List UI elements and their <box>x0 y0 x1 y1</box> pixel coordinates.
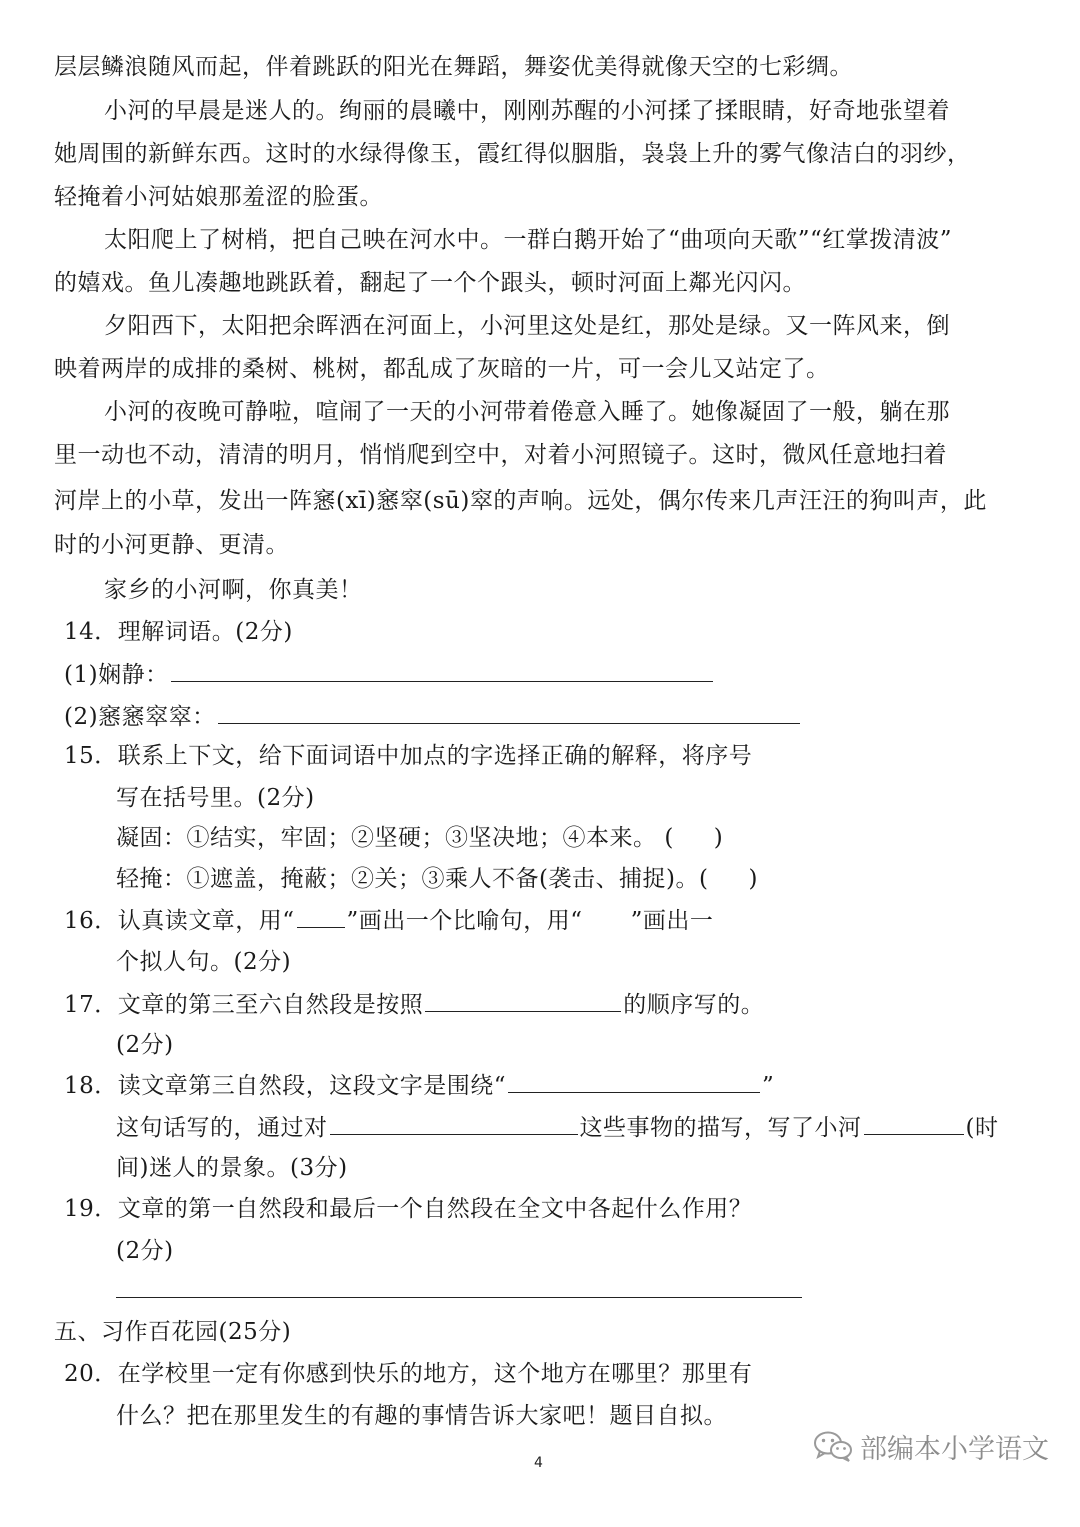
question-17-line: (2分) <box>116 1032 174 1058</box>
question-17-text-b: 的顺序写的。 <box>623 992 765 1018</box>
page-number: 4 <box>534 1455 543 1471</box>
question-15-line: 15．联系上下文，给下面词语中加点的字选择正确的解释，将序号 <box>64 743 753 769</box>
question-18-text-c: 这句话写的，通过对 <box>116 1115 328 1141</box>
question-16-text-c: ”画出一 <box>630 908 714 934</box>
passage-line: 小河的夜晚可静啦，喧闹了一天的小河带着倦意入睡了。她像凝固了一般，躺在那 <box>104 399 950 425</box>
passage-line: 轻掩着小河姑娘那羞涩的脸蛋。 <box>54 184 383 210</box>
passage-line: 河岸上的小草，发出一阵窸(xī)窸窣(sū)窣的声响。远处，偶尔传来几声汪汪的狗叫声，此 <box>54 488 987 514</box>
passage-line: 层层鳞浪随风而起，伴着跳跃的阳光在舞蹈，舞姿优美得就像天空的七彩绸。 <box>54 54 853 80</box>
passage-line: 时的小河更静、更清。 <box>54 532 289 558</box>
answer-blank[interactable] <box>425 989 621 1012</box>
answer-blank[interactable] <box>330 1112 578 1135</box>
answer-blank[interactable] <box>864 1112 964 1135</box>
question-17-line <box>64 989 764 1020</box>
question-18-text-e: (时 <box>965 1115 999 1141</box>
answer-line[interactable] <box>116 1297 802 1298</box>
watermark-text: 部编本小学语文 <box>860 1433 1049 1465</box>
option-text: 凝固：①结实，牢固；②坚硬；③坚决地；④本来。 <box>116 825 657 851</box>
passage-line: 映着两岸的成排的桑树、桃树，都乱成了灰暗的一片，可一会儿又站定了。 <box>54 356 830 382</box>
passage-line: 的嬉戏。鱼儿凑趣地跳跃着，翻起了一个个跟头，顿时河面上鄰光闪闪。 <box>54 270 806 296</box>
question-17-text-a: 17．文章的第三至六自然段是按照 <box>64 992 424 1018</box>
question-18-line <box>116 1112 998 1143</box>
question-14-title: 14．理解词语。(2分) <box>64 619 293 645</box>
answer-paren[interactable]: ( ) <box>698 866 758 892</box>
question-16-line <box>64 905 713 936</box>
question-14-1 <box>64 659 715 690</box>
question-18-line: 间)迷人的景象。(3分) <box>116 1155 348 1181</box>
question-14-2-label: (2)窸窸窣窣： <box>64 704 216 730</box>
option-text: 轻掩：①遮盖，掩蔽；②关；③乘人不备(袭击、捕捉)。 <box>116 866 699 892</box>
question-20-line: 20．在学校里一定有你感到快乐的地方，这个地方在哪里？那里有 <box>64 1361 753 1387</box>
question-16-line: 个拟人句。(2分) <box>116 949 292 975</box>
passage-line: 里一动也不动，清清的明月，悄悄爬到空中，对着小河照镜子。这时，微风任意地扫着 <box>54 442 947 468</box>
question-16-text-a: 16．认真读文章，用“ <box>64 908 295 934</box>
question-15-option-b <box>116 864 758 894</box>
question-16-text-b: ”画出一个比喻句，用“ <box>346 908 583 934</box>
question-19-line: 19．文章的第一自然段和最后一个自然段在全文中各起什么作用？ <box>64 1196 753 1222</box>
underline-sample <box>297 905 345 928</box>
passage-line: 家乡的小河啊，你真美！ <box>104 577 363 603</box>
section-title: 五、习作百花园(25分) <box>54 1319 292 1345</box>
question-19-line: (2分) <box>116 1238 174 1264</box>
wechat-icon <box>812 1429 854 1463</box>
question-15-line: 写在括号里。(2分) <box>116 785 315 811</box>
answer-paren[interactable]: ( ) <box>664 825 724 851</box>
passage-line: 她周围的新鲜东西。这时的水绿得像玉，霞红得似胭脂，袅袅上升的雾气像洁白的羽纱， <box>54 141 971 167</box>
question-20-line: 什么？把在那里发生的有趣的事情告诉大家吧！题目自拟。 <box>116 1403 727 1429</box>
passage-line: 夕阳西下，太阳把余晖洒在河面上，小河里这处是红，那处是绿。又一阵风来，倒 <box>104 313 950 339</box>
question-18-text-a: 18．读文章第三自然段，这段文字是围绕“ <box>64 1073 507 1099</box>
watermark <box>812 1428 1049 1464</box>
question-18-text-d: 这些事物的描写，写了小河 <box>579 1115 862 1141</box>
question-14-1-label: (1)娴静： <box>64 662 169 688</box>
passage-line: 太阳爬上了树梢，把自己映在河水中。一群白鹅开始了“曲项向天歌”“红掌拨清波” <box>104 227 953 253</box>
question-18-line <box>64 1070 774 1101</box>
answer-blank[interactable] <box>218 701 800 724</box>
question-18-text-b: ” <box>762 1073 775 1099</box>
question-15-option-a <box>116 823 724 853</box>
answer-blank[interactable] <box>171 659 713 682</box>
answer-blank[interactable] <box>508 1070 760 1093</box>
passage-line: 小河的早晨是迷人的。绚丽的晨曦中，刚刚苏醒的小河揉了揉眼睛，好奇地张望着 <box>104 98 950 124</box>
question-14-2 <box>64 701 802 732</box>
